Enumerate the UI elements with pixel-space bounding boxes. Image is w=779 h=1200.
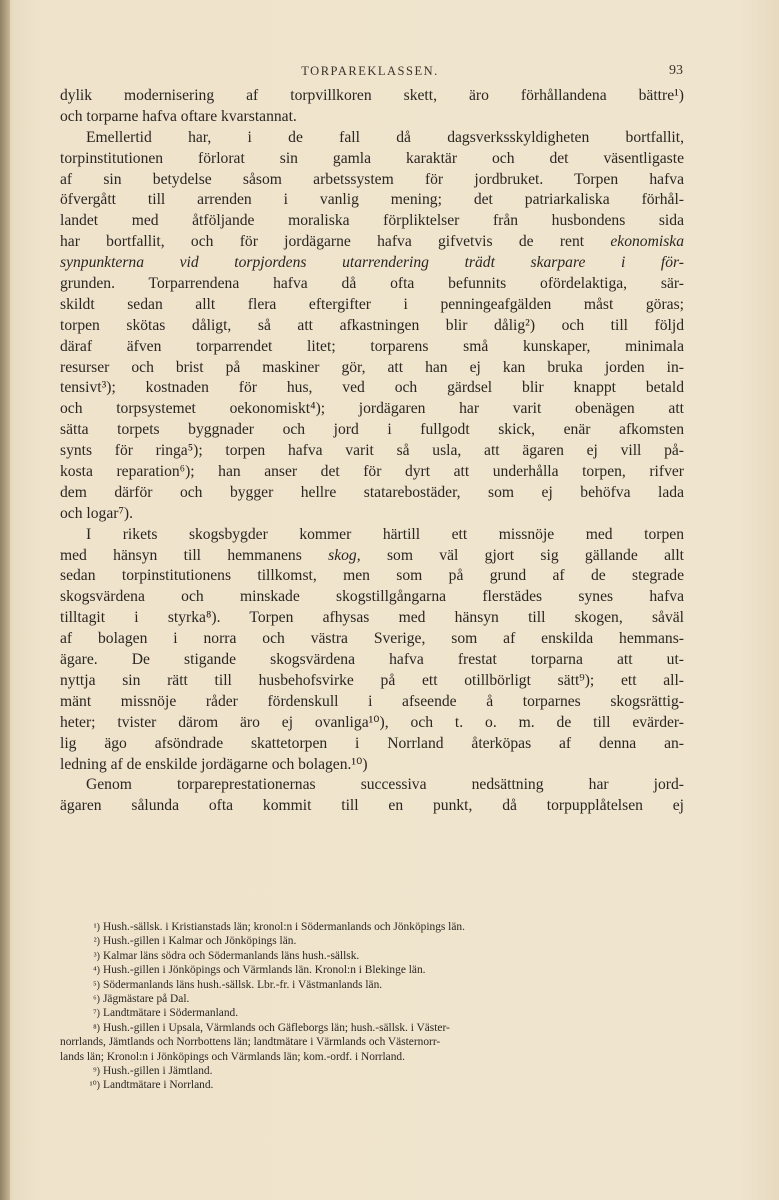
text-line: torpen skötas dåligt, så att afkastningen blir dålig²) och till följd (60, 316, 684, 334)
text-line: öfvergått till arrenden i vanlig mening; det patriarkaliska förhål- (60, 191, 684, 209)
footnote-text: Hush.-sällsk. i Kristianstads län; kronol:n i Södermanlands och Jönköpings län. (103, 921, 465, 933)
footnote (60, 920, 684, 934)
footnote-text: Hush.-gillen i Upsala, Värmlands och Gäfleborgs län; hush.-sällsk. i Väster- (103, 1021, 450, 1034)
text-segment: har bortfallit, och för jordägarne hafva gifvetvis de rent (60, 233, 585, 251)
footnote-mark: ¹⁰) (89, 1080, 100, 1092)
text-line: sätta torpets byggnader och jord i fullgodt skick, enär afkomsten (60, 421, 684, 439)
text-line: torpinstitutionen förlorat sin gamla karaktär och det väsentligaste (60, 149, 684, 167)
text-line: I rikets skogsbygder kommer härtill ett missnöje med torpen (86, 525, 684, 543)
text-line: tensivt³); kostnaden för hus, ved och gärdsel blir knappt betald (60, 379, 684, 397)
page-number: 93 (669, 63, 683, 78)
text-line: skildt sedan allt flera eftergifter i penningeafgälden måst göras; (60, 295, 684, 313)
footnote (60, 1078, 684, 1092)
text-line: dylik modernisering af torpvillkoren skett, äro förhållandena bättre¹) (60, 87, 684, 104)
text-line: landet med åtföljande moraliska förpliktelser från husbondens sida (60, 212, 684, 230)
footnote-mark: ⁶) (93, 993, 100, 1005)
text-line: ägaren sålunda ofta kommit till en punkt, då torpupplåtelsen ej (60, 797, 684, 815)
text-line: heter; tvister därom äro ej ovanliga¹⁰), och t. o. m. de till evärder- (60, 713, 684, 731)
footnote-continuation (60, 1035, 684, 1049)
text-line: grunden. Torparrendena hafva då ofta befunnits ofördelaktiga, sär- (60, 275, 684, 293)
text-line: af bolagen i norra och västra Sverige, som af enskilda hemmans- (60, 630, 684, 648)
footnote (60, 1064, 684, 1078)
text-line: mänt missnöje råder fördenskull i afseende å torparnes skogsrättig- (60, 692, 684, 710)
text-line-with-italic (60, 546, 684, 567)
footnote-mark: ³) (93, 950, 100, 962)
footnotes (60, 920, 684, 1093)
text-line: nyttja sin rätt till husbehofsvirke på ett otillbörligt sätt⁹); ett all- (60, 671, 684, 689)
text-line: af sin betydelse såsom arbetssystem för jordbruket. Torpen hafva (60, 170, 684, 188)
text-line: ledning af de enskilde jordägarne och bolagen.¹⁰) (60, 755, 368, 773)
italic-phrase: skog, (328, 546, 361, 564)
footnote-mark: ²) (93, 936, 100, 948)
footnote-text: Hush.-gillen i Jönköpings och Värmlands län. Kronol:n i Blekinge län. (103, 964, 426, 977)
body-text (60, 86, 684, 817)
text-line: däraf äfven torparrendet litet; torparens små kunskaper, minimala (60, 337, 684, 355)
footnote-text: Landtmätare i Norrland. (103, 1079, 214, 1092)
footnote (60, 1006, 684, 1020)
footnote-text: lands län; Kronol:n i Jönköpings och Värmlands län; kom.-ordf. i Norrland. (60, 1050, 405, 1063)
footnote (60, 963, 684, 977)
footnote-text: Hush.-gillen i Kalmar och Jönköpings län. (103, 935, 297, 948)
footnote-mark: ⁹) (93, 1065, 100, 1077)
footnote-text: Kalmar läns södra och Södermanlands läns hush.-sällsk. (103, 949, 360, 962)
footnote-mark: ⁴) (93, 965, 100, 977)
footnote-continuation (60, 1050, 684, 1064)
footnote (60, 949, 684, 963)
text-line: kosta reparation⁶); han anser det för dyrt att underhålla torpen, rifver (60, 463, 684, 481)
footnote-mark: ⁷) (93, 1008, 100, 1020)
footnote (60, 978, 684, 992)
footnote-mark: ⁸) (93, 1022, 100, 1034)
text-line: lig ägo afsöndrade skattetorpen i Norrland återköpas af denna an- (60, 734, 684, 752)
footnote-text: Landtmätare i Södermanland. (103, 1007, 239, 1020)
italic-phrase: ekonomiska (610, 233, 684, 251)
text-line-with-italic (60, 232, 684, 253)
book-binding-edge (0, 0, 10, 1200)
text-line: synts för ringa⁵); torpen hafva varit så usla, att ägaren ej vill på- (60, 442, 684, 460)
text-line: ägare. De stigande skogsvärdena hafva frestat torparna att ut- (60, 651, 684, 669)
text-line: och torparne hafva oftare kvarstannat. (60, 107, 297, 125)
text-line: tilltagit i styrka⁸). Torpen afhysas med hänsyn till skogen, såväl (60, 609, 684, 627)
text-line: dem därför och bygger hellre statarebostäder, som ej behöfva lada (60, 483, 684, 501)
page-header (60, 63, 683, 84)
footnote (60, 1021, 684, 1035)
footnote-text: Hush.-gillen i Jämtland. (103, 1064, 213, 1077)
text-line: sedan torpinstitutionens tillkomst, men som på grund af de stegrade (60, 567, 684, 585)
text-segment: med hänsyn till hemmanens (60, 546, 302, 564)
footnote (60, 934, 684, 948)
text-line: och logar⁷). (60, 504, 133, 522)
text-line: Emellertid har, i de fall då dagsverksskyldigheten bortfallit, (86, 128, 684, 146)
text-segment: som väl gjort sig gällande allt (386, 546, 684, 564)
footnote-mark: ¹) (93, 922, 100, 933)
text-line: skogsvärdena och minskade skogstillgångarna flerstädes synes hafva (60, 588, 684, 606)
running-title: TORPAREKLASSEN. (301, 64, 439, 78)
text-line: Genom torpareprestationernas successiva nedsättning har jord- (86, 776, 684, 794)
text-line: och torpsystemet oekonomiskt⁴); jordägaren har varit obenägen att (60, 400, 684, 418)
footnote-text: norrlands, Jämtlands och Norrbottens län; landtmätare i Värmlands och Västernorr- (60, 1036, 441, 1049)
footnote-text: Jägmästare på Dal. (103, 992, 190, 1005)
footnote (60, 992, 684, 1006)
footnote-mark: ⁵) (93, 979, 100, 991)
footnote-text: Södermanlands läns hush.-sällsk. Lbr.-fr. i Västmanlands län. (103, 978, 383, 991)
text-segment: synpunkterna vid torpjordens utarrendering trädt skarpare i för- (60, 254, 684, 272)
text-line-italic-start (60, 253, 684, 274)
text-line: resurser och brist på maskiner gör, att han ej kan bruka jorden in- (60, 358, 684, 376)
